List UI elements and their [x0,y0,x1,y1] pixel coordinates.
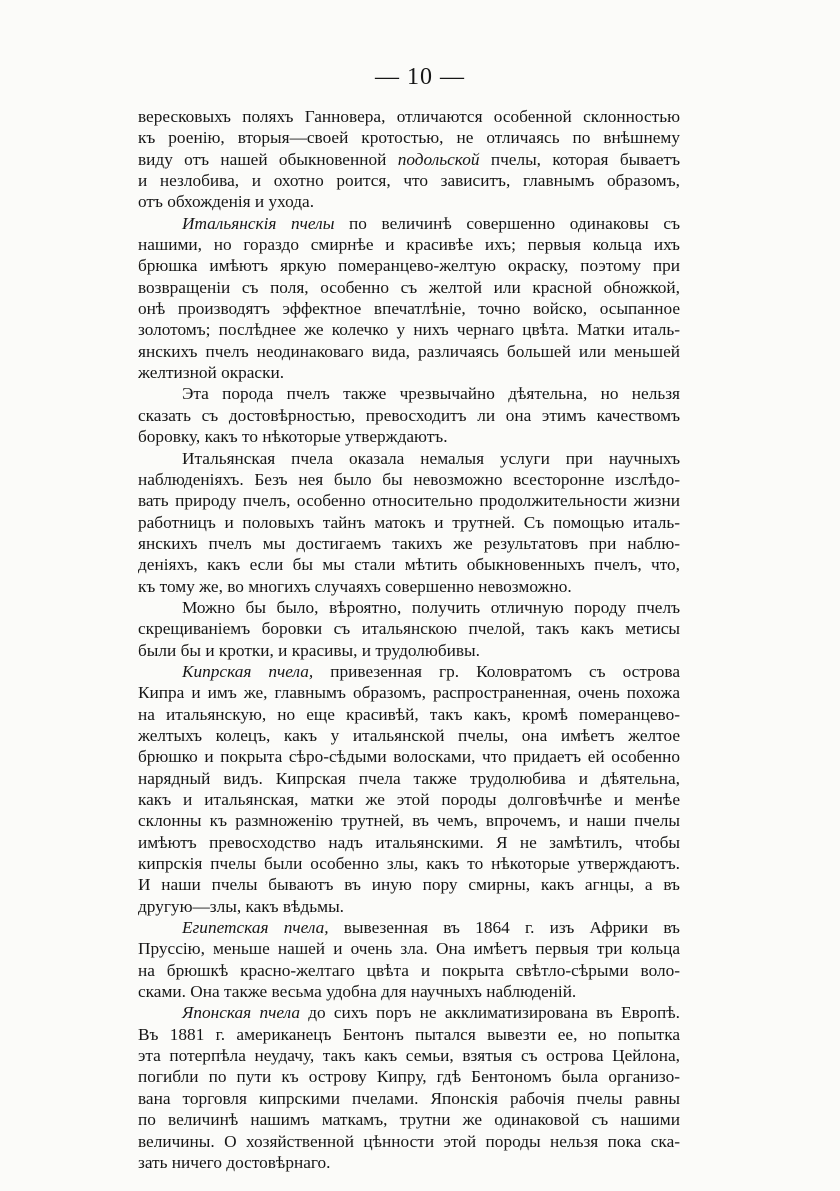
text-line: были бы и кротки, и красивы, и трудолюбивы. [138,640,480,660]
page-number: — 10 — [375,64,465,90]
text-line: брюшко и покрыта сѣро-сѣдыми волосками, что придаетъ ей особенно [138,747,680,767]
text-line: И наши пчелы бываютъ въ иную пору смирны, какъ агнцы, а въ [138,875,680,895]
text-line: деніяхъ, какъ если бы мы стали мѣтить обыкновенныхъ пчелъ, что, [138,555,680,575]
text-line: работницъ и половыхъ тайнъ матокъ и трутней. Съ помощью италь- [138,512,680,532]
text-line: наблюденіяхъ. Безъ нея было бы невозможно всесторонне изслѣдо- [138,469,680,489]
text-line: къ тому же, во многихъ случаяхъ совершенно невозможно. [138,576,572,596]
body-text [138,106,680,1173]
text-line: желтыхъ колецъ, какъ у итальянской пчелы, она имѣетъ желтое [138,725,680,745]
text-line: золотомъ; послѣднее же колечко у нихъ чернаго цвѣта. Матки италь- [138,320,680,340]
text-line: янскихъ пчелъ неодинаковаго вида, различаясь большей или меньшей [138,341,680,361]
text-line: вана торговля кипрскими пчелами. Японскія рабочія пчелы равны [138,1088,680,1108]
text-line: на брюшкѣ красно-желтаго цвѣта и покрыта свѣтло-сѣрыми воло- [138,960,680,980]
text-line: сками. Она также весьма удобна для научныхъ наблюденій. [138,982,577,1002]
text-line: боровку, какъ то нѣкоторые утверждаютъ. [138,427,448,447]
text-line: нарядный видъ. Кипрская пчела также трудолюбива и дѣятельна, [138,768,680,788]
text-line: Египетская пчела, вывезенная въ 1864 г. изъ Африки въ [182,918,680,938]
text-line: виду отъ нашей обыкновенной подольской пчелы, которая бываетъ [138,149,680,169]
text-line: возвращеніи съ поля, особенно съ желтой или красной обножкой, [138,277,680,297]
text-line: брюшка имѣютъ яркую померанцево-желтую окраску, поэтому при [138,256,680,276]
text-line: онѣ производятъ эффектное впечатлѣніе, точно войско, осыпанное [138,299,680,319]
text-line: и незлобива, и охотно роится, что зависитъ, главнымъ образомъ, [138,171,680,191]
text-line: Итальянскія пчелы по величинѣ совершенно одинаковы съ [182,213,680,233]
text-line: погибли по пути къ острову Кипру, гдѣ Бентономъ была организо- [138,1067,680,1087]
text-line: имѣютъ превосходство надъ итальянскими. Я не замѣтилъ, чтобы [138,832,680,852]
text-line: вать природу пчелъ, особенно относительно продолжительности жизни [138,491,680,511]
text-line: къ роенію, вторыя—своей кротостью, не отличаясь по внѣшнему [138,128,680,148]
text-line: нашими, но гораздо смирнѣе и красивѣе ихъ; первыя кольца ихъ [138,235,680,255]
text-line: по величинѣ нашимъ маткамъ, трутни же одинаковой съ нашими [138,1110,680,1130]
text-line: янскихъ пчелъ мы достигаемъ такихъ же результатовъ при наблю- [138,533,680,553]
text-line: зать ничего достовѣрнаго. [138,1152,331,1172]
text-line: Кипра и имъ же, главнымъ образомъ, распространенная, очень похожа [138,683,680,703]
text-line: сказать съ достовѣрностью, превосходитъ ли она этимъ качествомъ [138,405,680,425]
text-line: желтизной окраски. [138,363,285,383]
text-line: Японская пчела до сихъ поръ не акклиматизирована въ Европѣ. [182,1003,680,1023]
text-line: Пруссію, меньше нашей и очень зла. Она имѣетъ первыя три кольца [138,939,680,959]
text-line: величины. О хозяйственной цѣнности этой породы нельзя пока ска- [138,1131,680,1151]
text-line: Кипрская пчела, привезенная гр. Коловратомъ съ острова [182,661,680,681]
text-line: отъ обхожденія и ухода. [138,192,315,212]
text-line: кипрскія пчелы были особенно злы, какъ то нѣкоторые утверждаютъ. [138,854,680,874]
text-line: Эта порода пчелъ также чрезвычайно дѣятельна, но нельзя [182,384,680,404]
text-line: Въ 1881 г. американецъ Бентонъ пытался вывезти ее, но попытка [138,1024,680,1044]
text-line: Можно бы было, вѣроятно, получить отличную породу пчелъ [182,597,680,617]
text-line: какъ и итальянская, матки же этой породы долговѣчнѣе и менѣе [138,790,680,809]
text-line: эта потерпѣла неудачу, такъ какъ семьи, взятыя съ острова Цейлона, [138,1046,680,1066]
text-line: другую—злы, какъ вѣдьмы. [138,896,345,916]
text-line: на итальянскую, но еще красивѣй, такъ какъ, кромѣ померанцево- [138,704,680,724]
text-line: скрещиваніемъ боровки съ итальянскою пчелой, такъ какъ метисы [138,619,680,639]
text-line: Итальянская пчела оказала немалыя услуги при научныхъ [182,448,680,468]
text-line: склонны къ размноженію трутней, въ чемъ, впрочемъ, и наши пчелы [138,811,680,831]
text-line: вересковыхъ поляхъ Ганновера, отличаются особенной склонностью [138,107,680,126]
